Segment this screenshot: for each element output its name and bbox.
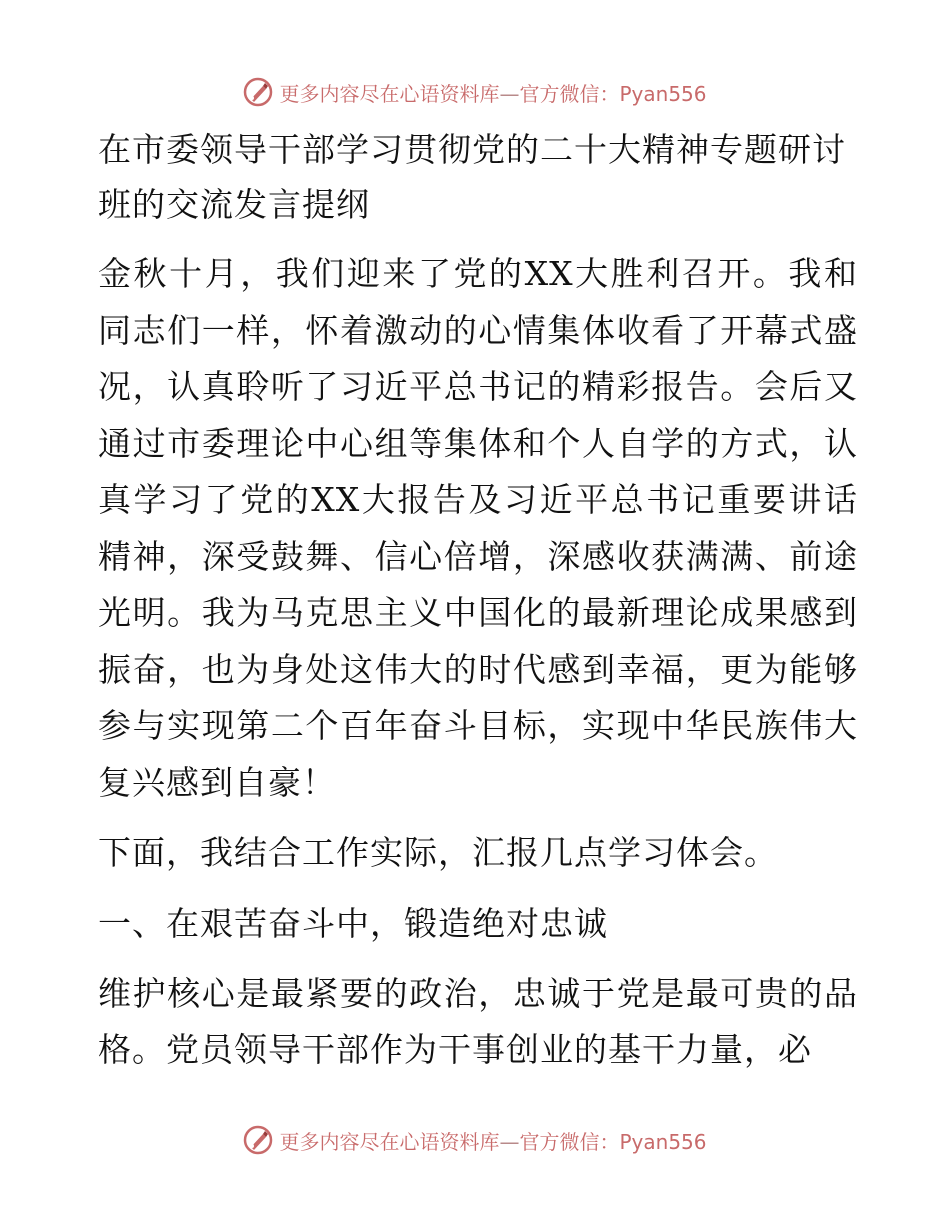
watermark-text xyxy=(279,1126,706,1155)
watermark-official-text: 官方微信： xyxy=(519,1129,620,1154)
watermark-main-text: 更多内容尽在心语资料库 xyxy=(279,81,500,106)
transition-paragraph: 下面，我结合工作实际，汇报几点学习体会。 xyxy=(98,833,778,872)
watermark-separator: — xyxy=(499,1129,520,1154)
watermark-header xyxy=(0,72,950,112)
watermark-footer xyxy=(0,1120,950,1160)
watermark-handle: Pyan556 xyxy=(619,1129,707,1154)
pen-seal-icon xyxy=(243,1125,273,1155)
document-title: 在市委领导干部学习贯彻党的二十大精神专题研讨班的交流发言提纲 xyxy=(98,130,846,224)
intro-paragraph: 金秋十月，我们迎来了党的XX大胜利召开。我和同志们一样，怀着激动的心情集体收看了开幕式盛况，认真聆听了习近平总书记的精彩报告。会后又通过市委理论中心组等集体和个人自学的方式，认真学习了党的XX大报告及习近平总书记重要讲话精神，深受鼓舞、信心倍增，深感收获满满、前途光明。我为马克思主义中国化的最新理论成果感到振奋，也为身处这伟大的时代感到幸福，更为能够参与实现第二个百年奋斗目标，实现中华民族伟大复兴感到自豪！ xyxy=(98,254,858,802)
section-heading: 一、在艰苦奋斗中，锻造绝对忠诚 xyxy=(98,903,608,943)
pen-seal-icon xyxy=(243,77,273,107)
section-paragraph: 维护核心是最紧要的政治，忠诚于党是最可贵的品格。党员领导干部作为干事创业的基干力量，必 xyxy=(98,973,858,1069)
watermark-handle: Pyan556 xyxy=(619,81,707,106)
watermark-official-text: 官方微信： xyxy=(519,81,620,106)
watermark-text xyxy=(279,78,706,107)
watermark-separator: — xyxy=(499,81,520,106)
document-body xyxy=(98,122,858,1093)
watermark-main-text: 更多内容尽在心语资料库 xyxy=(279,1129,500,1154)
